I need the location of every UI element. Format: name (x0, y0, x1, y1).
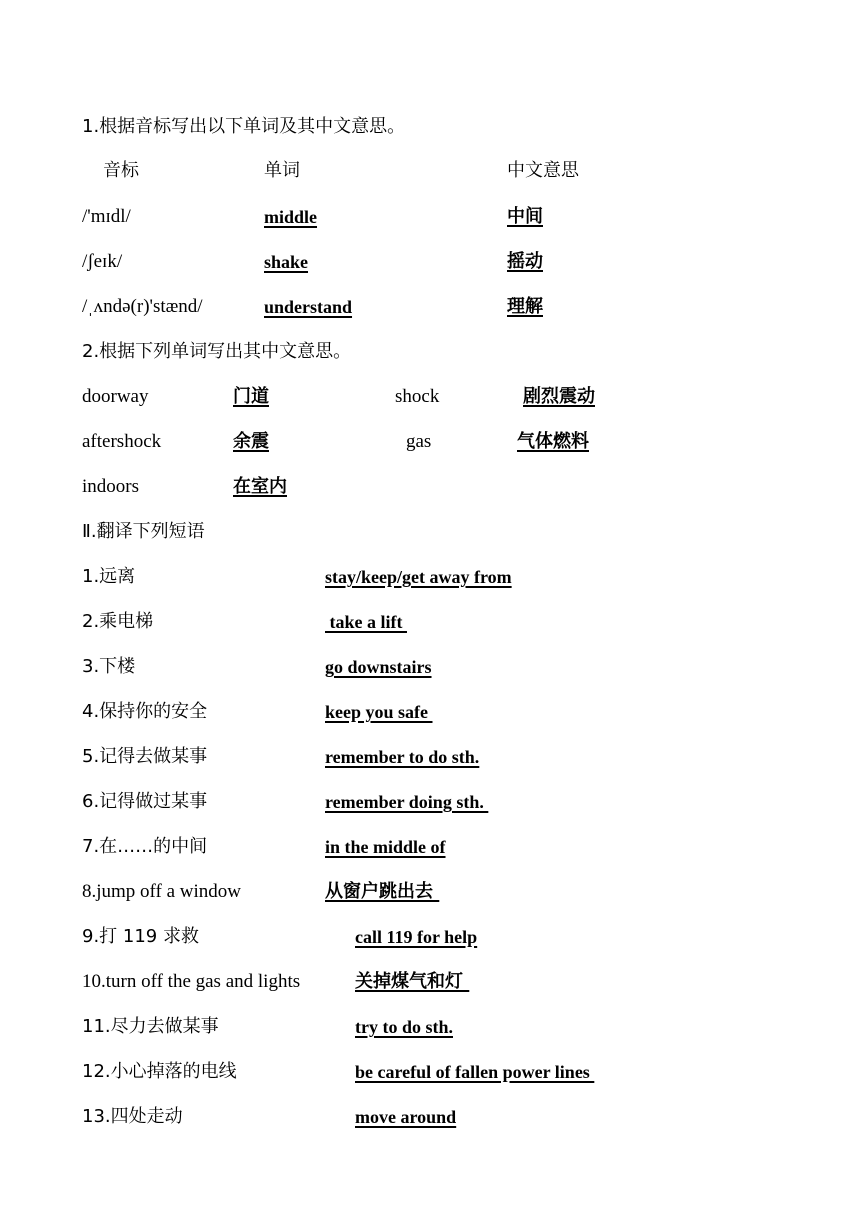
word-answer-1: middle (264, 207, 318, 227)
phrase-answer-13: move around (355, 1107, 457, 1127)
phrase-answer-5: remember to do sth. (325, 747, 480, 767)
word-answer-3: understand (264, 297, 353, 317)
word-shock: shock (395, 386, 440, 407)
word-answer-2: shake (264, 252, 309, 272)
phrase-prompt-12: 12.小心掉落的电线 (82, 1061, 237, 1082)
answer-doorway: 门道 (233, 386, 269, 407)
phrase-answer-10: 关掉煤气和灯 (355, 971, 470, 992)
phrase-answer-11: try to do sth. (355, 1017, 453, 1037)
answer-aftershock: 余震 (233, 431, 269, 452)
phrase-answer-9: call 119 for help (355, 927, 478, 947)
answer-shock: 剧烈震动 (523, 386, 595, 407)
phrase-prompt-6: 6.记得做过某事 (82, 791, 208, 812)
header-phonetic: 音标 (103, 160, 139, 181)
phrase-answer-12: be careful of fallen power lines (355, 1062, 595, 1082)
header-word: 单词 (264, 160, 300, 181)
phrase-prompt-10: 10.turn off the gas and lights (82, 971, 301, 992)
phrase-prompt-3: 3.下楼 (82, 656, 136, 677)
section3-title: Ⅱ.翻译下列短语 (82, 521, 205, 542)
phrase-prompt-8: 8.jump off a window (82, 881, 242, 902)
phrase-answer-6: remember doing sth. (325, 792, 489, 812)
phrase-answer-2: take a lift (325, 612, 407, 632)
section1-title: 1.根据音标写出以下单词及其中文意思。 (82, 116, 406, 137)
word-indoors: indoors (82, 476, 139, 497)
phrase-prompt-11: 11.尽力去做某事 (82, 1016, 219, 1037)
phrase-answer-3: go downstairs (325, 657, 432, 677)
phonetic-2: /ʃeɪk/ (82, 251, 123, 272)
phrase-answer-8: 从窗户跳出去 (325, 881, 440, 902)
phrase-prompt-2: 2.乘电梯 (82, 611, 154, 632)
word-gas: gas (406, 431, 432, 452)
phrase-prompt-13: 13.四处走动 (82, 1106, 183, 1127)
word-doorway: doorway (82, 386, 149, 407)
word-aftershock: aftershock (82, 431, 162, 452)
phrase-answer-4: keep you safe (325, 702, 433, 722)
phrase-prompt-1: 1.远离 (82, 566, 136, 587)
section2-title: 2.根据下列单词写出其中文意思。 (82, 341, 352, 362)
answer-gas: 气体燃料 (517, 431, 589, 452)
phrase-prompt-4: 4.保持你的安全 (82, 701, 208, 722)
meaning-answer-1: 中间 (507, 206, 543, 227)
phrase-answer-1: stay/keep/get away from (325, 567, 512, 587)
phonetic-1: /'mɪdl/ (82, 206, 131, 227)
phrase-answer-7: in the middle of (325, 837, 446, 857)
meaning-answer-2: 摇动 (507, 251, 543, 272)
header-meaning: 中文意思 (507, 160, 579, 181)
phonetic-3: /ˌʌndə(r)'stænd/ (82, 296, 203, 317)
phrase-prompt-9: 9.打 119 求救 (82, 926, 199, 947)
phrase-prompt-7: 7.在……的中间 (82, 836, 208, 857)
answer-indoors: 在室内 (233, 476, 287, 497)
meaning-answer-3: 理解 (507, 296, 543, 317)
phrase-prompt-5: 5.记得去做某事 (82, 746, 208, 767)
